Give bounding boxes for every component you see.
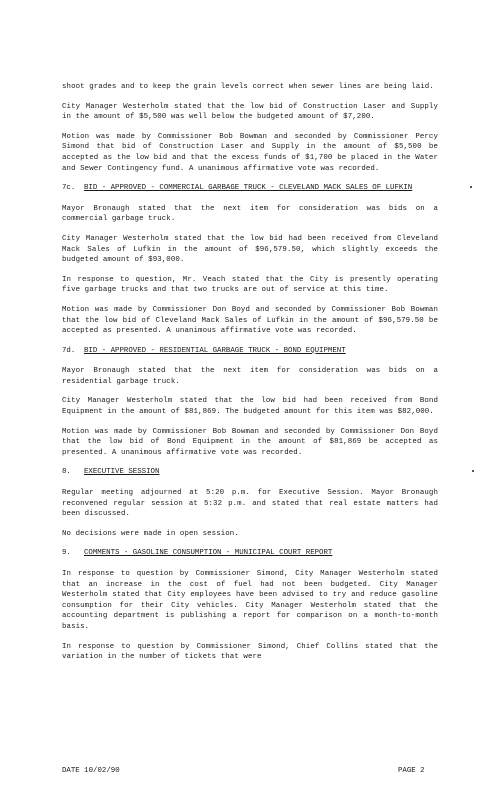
minutes-body — [62, 82, 438, 672]
paragraph: In response to question, Mr. Veach stated that the City is presently operating five garbage trucks and that two trucks are out of service at this time. — [62, 275, 438, 295]
section-title: BID - APPROVED - COMMERCIAL GARBAGE TRUCK - CLEVELAND MACK SALES OF LUFKIN — [84, 184, 413, 193]
section-number: 7c. — [62, 184, 76, 193]
paragraph: Motion was made by Commissioner Bob Bowman and seconded by Commissioner Don Boyd that the low bid of Bond Equipment in the amount of $81,869 be accepted as presented. A unanimous affirmative vote was recorded. — [62, 427, 438, 457]
section-number: 7d. — [62, 346, 76, 355]
section-title: COMMENTS - GASOLINE CONSUMPTION - MUNICIPAL COURT REPORT — [84, 549, 333, 558]
section-title: BID - APPROVED - RESIDENTIAL GARBAGE TRUCK - BOND EQUIPMENT — [84, 346, 346, 355]
paragraph: Motion was made by Commissioner Don Boyd and seconded by Commissioner Bob Bowman that the low bid of Cleveland Mack Sales of Lufkin in the amount of $96,579.50 be accepted as presented. A unanimous affirmative vote was recorded. — [62, 305, 438, 336]
scan-speck — [472, 470, 474, 472]
paragraph: City Manager Westerholm stated that the low bid had been received from Cleveland Mack Sales of Lufkin in the amount of $96,579.50, which slightly exceeds the budgeted amount of $93,000. — [62, 234, 438, 265]
paragraph: In response to question by Commissioner Simond, City Manager Westerholm stated that an increase in the cost of fuel had not been budgeted. City Manager Westerholm stated that City employees have been advised to try and reduce gasoline consumption for their City vehicles. City Manager Westerholm stated that the accounting department is publishing a report for comparison on a month-to-month basis. — [62, 570, 438, 631]
paragraph: City Manager Westerholm stated that the low bid had been received from Bond Equipment in the amount of $81,869. The budgeted amount for this item was $82,000. — [62, 397, 438, 417]
paragraph: Mayor Bronaugh stated that the next item for consideration was bids on a commercial garbage truck. — [62, 204, 438, 224]
section-heading-9 — [62, 548, 438, 559]
paragraph: Mayor Bronaugh stated that the next item for consideration was bids on a residential garbage truck. — [62, 367, 438, 386]
scan-speck — [470, 186, 472, 188]
paragraph: Motion was made by Commissioner Bob Bowman and seconded by Commissioner Percy Simond that bid of Construction Laser and Supply in the amount of $5,500 be accepted as the low bid and that the excess funds of $1,700 be placed in the Water and Sewer Contingency fund. A unanimous affirmative vote was recorded. — [62, 132, 438, 173]
paragraph: In response to question by Commissioner Simond, Chief Collins stated that the variation in the number of tickets that were — [62, 642, 438, 662]
section-number: 8. — [62, 468, 71, 477]
section-heading-7c — [62, 183, 438, 194]
section-heading-8 — [62, 467, 438, 478]
section-number: 9. — [62, 549, 71, 558]
footer-page-number: PAGE 2 — [398, 767, 425, 775]
paragraph: No decisions were made in open session. — [62, 529, 239, 538]
section-heading-7d — [62, 346, 438, 357]
paragraph: shoot grades and to keep the grain levels correct when sewer lines are being laid. — [62, 83, 434, 91]
footer-date: DATE 10/02/90 — [62, 767, 120, 775]
paragraph: City Manager Westerholm stated that the low bid of Construction Laser and Supply in the amount of $5,500 was well below the budgeted amount of $7,200. — [62, 102, 438, 122]
paragraph: Regular meeting adjourned at 5:20 p.m. for Executive Session. Mayor Bronaugh reconvened regular session at 5:32 p.m. and stated that real estate matters had been discussed. — [62, 489, 438, 519]
section-title: EXECUTIVE SESSION — [84, 468, 160, 477]
